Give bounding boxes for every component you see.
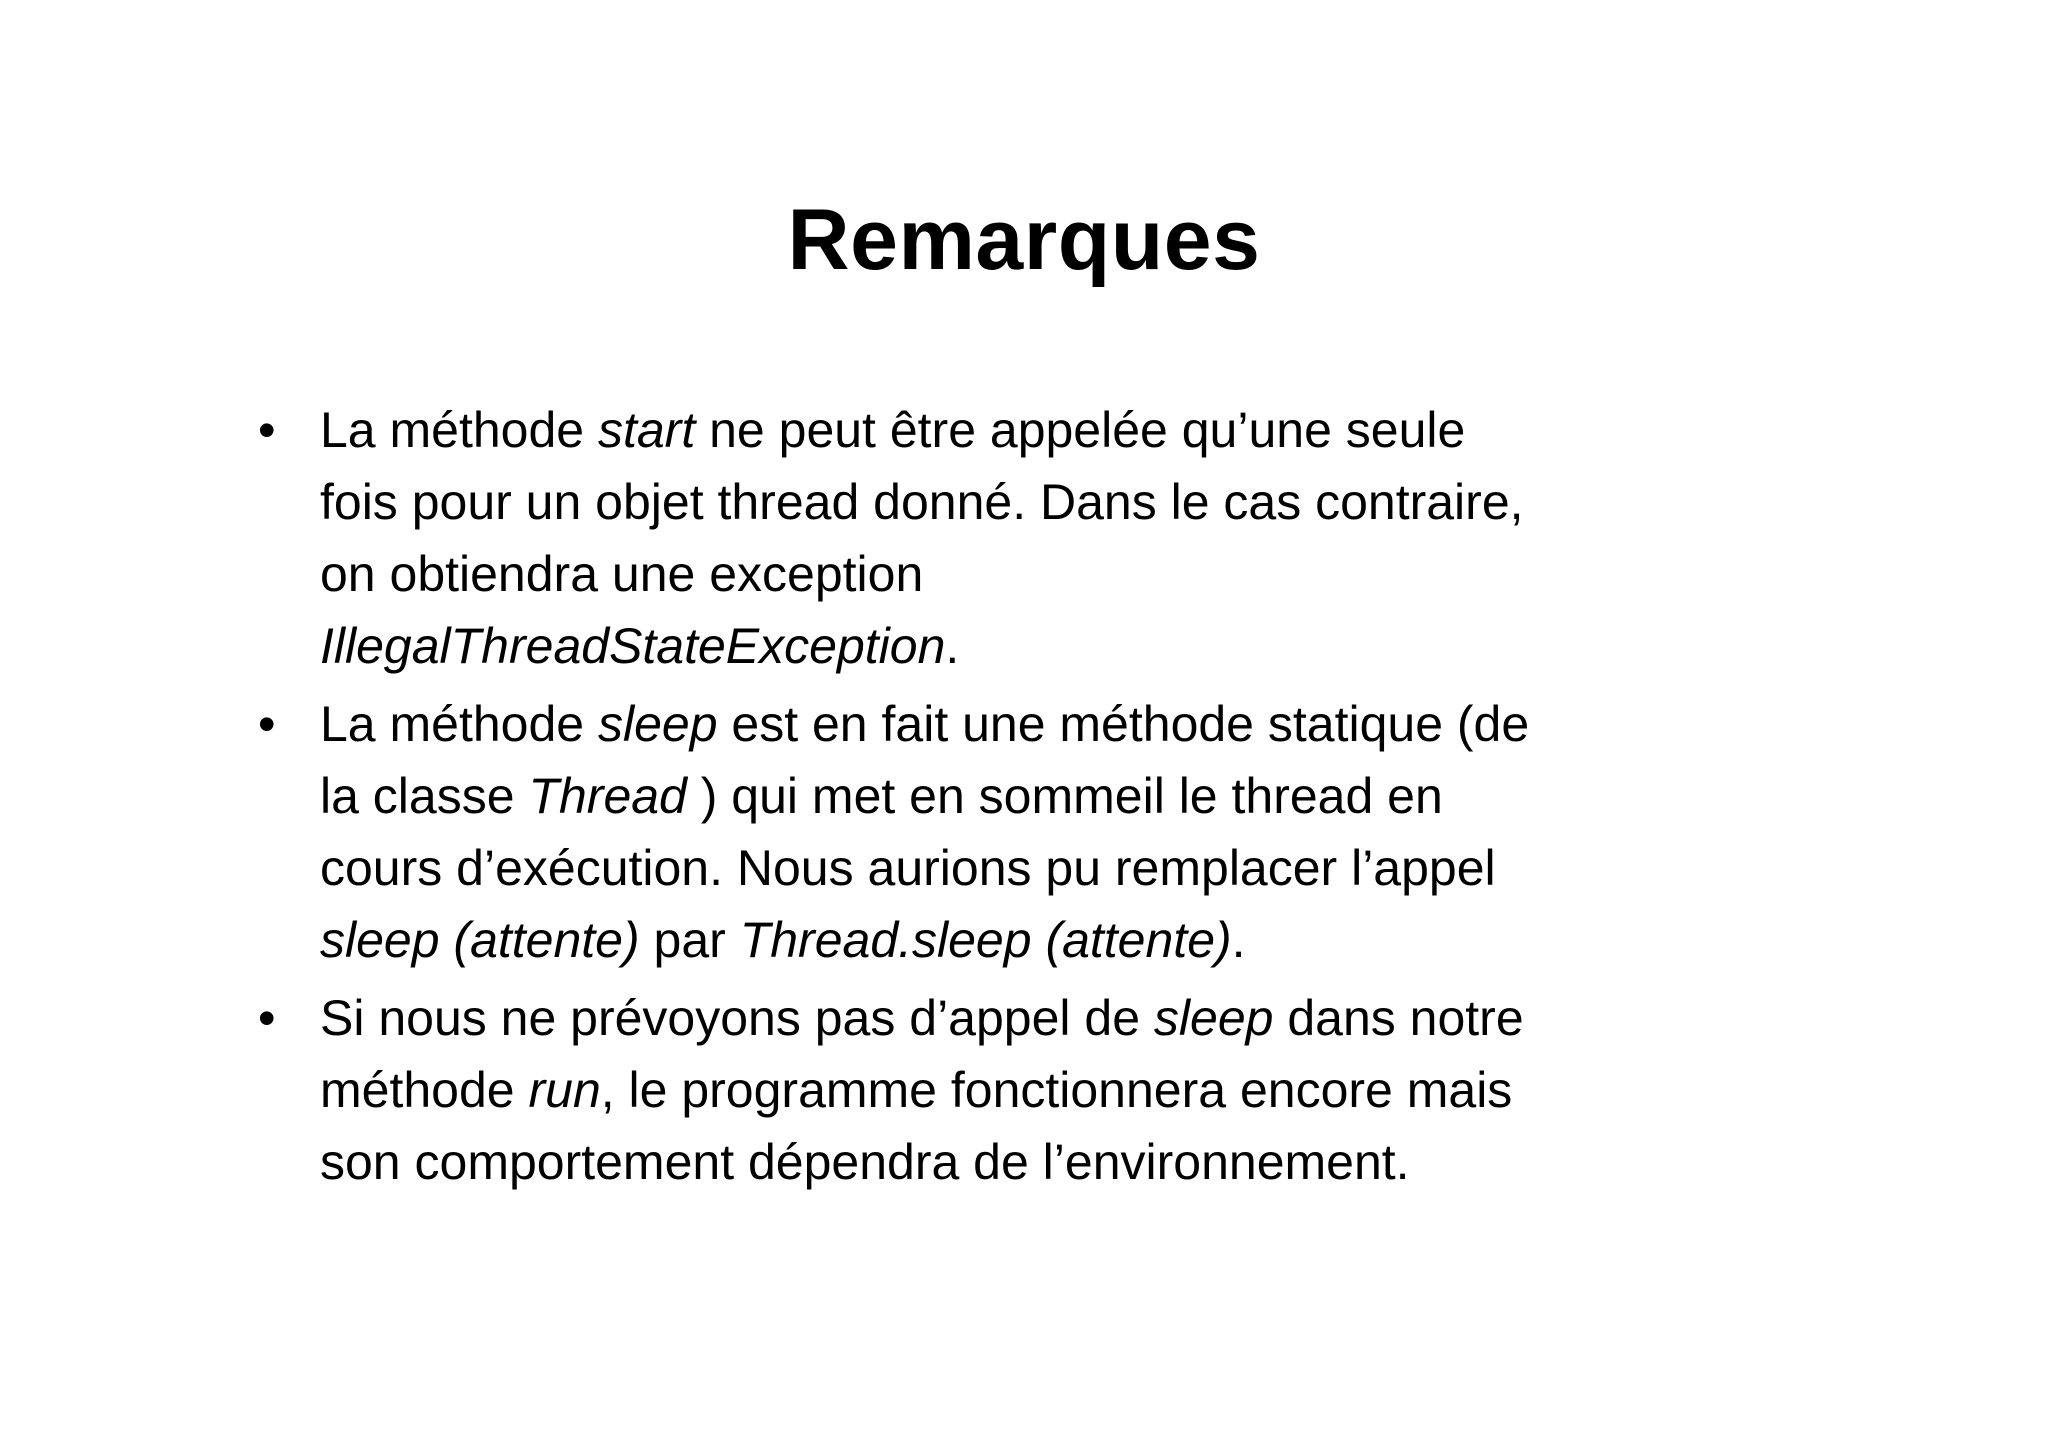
- text-run: ) qui met en sommeil le thread en: [686, 768, 1443, 824]
- text-run-italic: Thread: [528, 768, 687, 824]
- text-run: .: [1231, 912, 1246, 968]
- text-line: [320, 538, 1832, 610]
- text-run: fois pour un objet thread donné. Dans le cas contraire,: [320, 474, 1524, 530]
- bullet-icon: •: [258, 696, 276, 752]
- text-line: [320, 760, 1832, 832]
- text-line: [320, 394, 1832, 466]
- text-run: dans notre: [1273, 990, 1524, 1046]
- text-run: Si nous ne prévoyons pas d’appel de: [320, 990, 1154, 1046]
- slide-title: Remarques: [787, 192, 1261, 288]
- text-line: [320, 688, 1832, 760]
- text-line: [320, 610, 1832, 682]
- text-run-italic: run: [528, 1062, 601, 1118]
- text-run: , le programme fonctionnera encore mais: [600, 1062, 1513, 1118]
- bullet-icon: •: [258, 402, 276, 458]
- text-run: la classe: [320, 768, 529, 824]
- text-line: [320, 1126, 1832, 1198]
- text-run-italic: start: [597, 402, 696, 458]
- text-run: est en fait une méthode statique (de: [717, 696, 1530, 752]
- text-run: son comportement dépendra de l’environnement.: [320, 1134, 1410, 1190]
- text-line: [320, 982, 1832, 1054]
- text-run-italic: Thread.sleep (attente): [739, 912, 1232, 968]
- text-line: [320, 466, 1832, 538]
- text-run: on obtiendra une exception: [320, 546, 924, 602]
- text-run-italic: IllegalThreadStateException: [320, 618, 946, 674]
- text-run: méthode: [320, 1062, 529, 1118]
- text-line: [320, 832, 1832, 904]
- text-line: [320, 1054, 1832, 1126]
- bullet-item: [252, 688, 1832, 976]
- text-run-italic: sleep: [597, 696, 718, 752]
- text-run: La méthode: [320, 696, 598, 752]
- bullet-list: [252, 394, 1832, 1204]
- text-run: La méthode: [320, 402, 598, 458]
- text-run-italic: sleep (attente): [320, 912, 640, 968]
- text-run: cours d’exécution. Nous aurions pu remplacer l’appel: [320, 840, 1496, 896]
- text-run: .: [945, 618, 960, 674]
- bullet-item: [252, 982, 1832, 1198]
- text-run-italic: sleep: [1153, 990, 1274, 1046]
- text-run: ne peut être appelée qu’une seule: [695, 402, 1466, 458]
- text-line: [320, 904, 1832, 976]
- bullet-item: [252, 394, 1832, 682]
- bullet-icon: •: [258, 990, 276, 1046]
- text-run: par: [639, 912, 740, 968]
